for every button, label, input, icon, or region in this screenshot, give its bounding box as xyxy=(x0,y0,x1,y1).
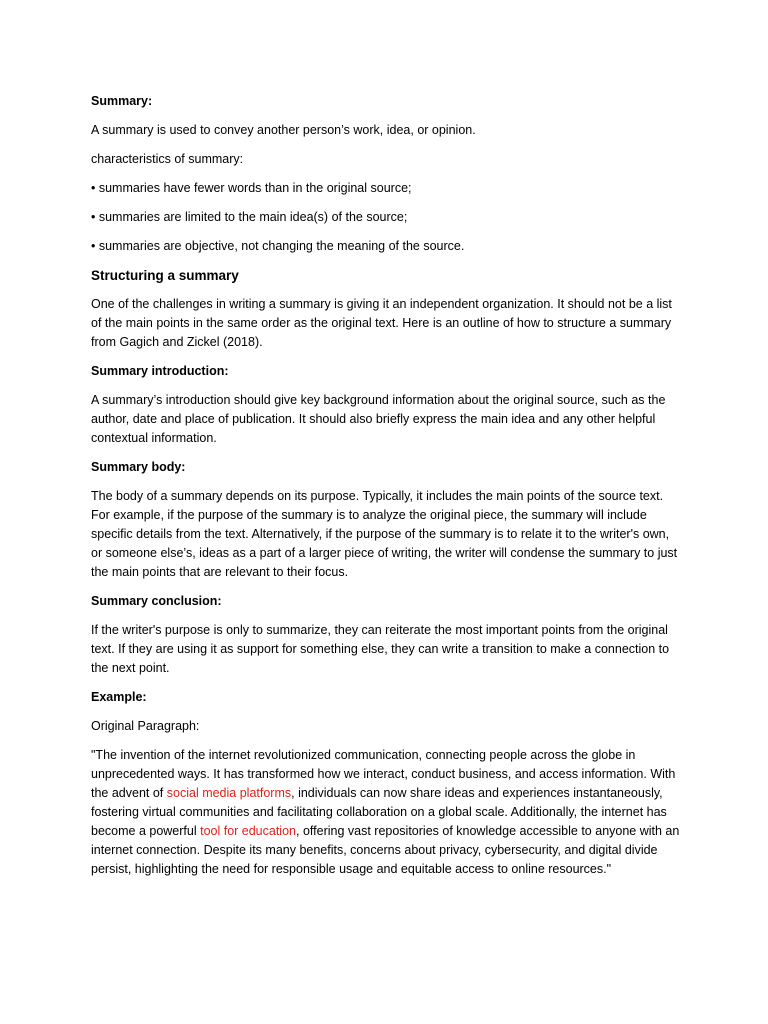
highlight-text: social media platforms xyxy=(166,786,292,800)
conclusion-heading: Summary conclusion: xyxy=(91,594,222,608)
bullet-item: • summaries are objective, not changing the meaning of the source. xyxy=(91,239,465,253)
quote-text: , offering vast repositories of knowledge accessible to anyone with an internet connection. Despite its many benefits, concerns about privacy, cybersecurity, and digital divide persist, highlighting the need for responsible usage and equitable access to online resources." xyxy=(91,824,680,876)
structuring-paragraph: One of the challenges in writing a summary is giving it an independent organization. It should not be a list of the main points in the same order as the original text. Here is an outline of how to structure a summary from Gagich and Zickel (2018). xyxy=(91,297,672,349)
intro-heading: Summary introduction: xyxy=(91,364,229,378)
bullet-item: • summaries are limited to the main idea(s) of the source; xyxy=(91,210,408,224)
quote-text: , individuals can now share ideas and experiences instantaneously, fostering virtual communities and facilitating collaboration on a global scale. Additionally, the internet has become a powerful xyxy=(91,786,667,838)
body-heading: Summary body: xyxy=(91,460,186,474)
example-heading: Example: xyxy=(91,690,147,704)
body-paragraph: The body of a summary depends on its purpose. Typically, it includes the main points of the source text. For example, if the purpose of the summary is to analyze the original piece, the summary will include specific details from the text. Alternatively, if the purpose of the summary is to relate it to the writer's own, or someone else’s, ideas as a part of a larger piece of writing, the writer will condense the summary to just the main points that are relevant to their focus. xyxy=(91,489,678,579)
structuring-heading: Structuring a summary xyxy=(91,268,239,283)
intro-paragraph: A summary’s introduction should give key background information about the original source, such as the author, date and place of publication. It should also briefly express the main idea and any other helpful contextual information. xyxy=(91,393,666,445)
document-page xyxy=(91,92,681,879)
summary-definition: A summary is used to convey another person’s work, idea, or opinion. xyxy=(91,123,476,137)
bullet-item: • summaries have fewer words than in the original source; xyxy=(91,181,412,195)
highlight-text: tool for education xyxy=(200,824,296,838)
quote-text: "The invention of the internet revolutionized communication, connecting people across the globe in unprecedented ways. It has transformed how we interact, conduct business, and access information. With the advent of xyxy=(91,748,676,800)
conclusion-paragraph: If the writer's purpose is only to summarize, they can reiterate the most important points from the original text. If they are using it as support for something else, they can write a transition to make a connection to the next point. xyxy=(91,623,670,675)
quoted-paragraph xyxy=(91,746,681,879)
original-paragraph-label: Original Paragraph: xyxy=(91,719,200,733)
characteristics-label: characteristics of summary: xyxy=(91,152,244,166)
summary-heading: Summary: xyxy=(91,94,153,108)
